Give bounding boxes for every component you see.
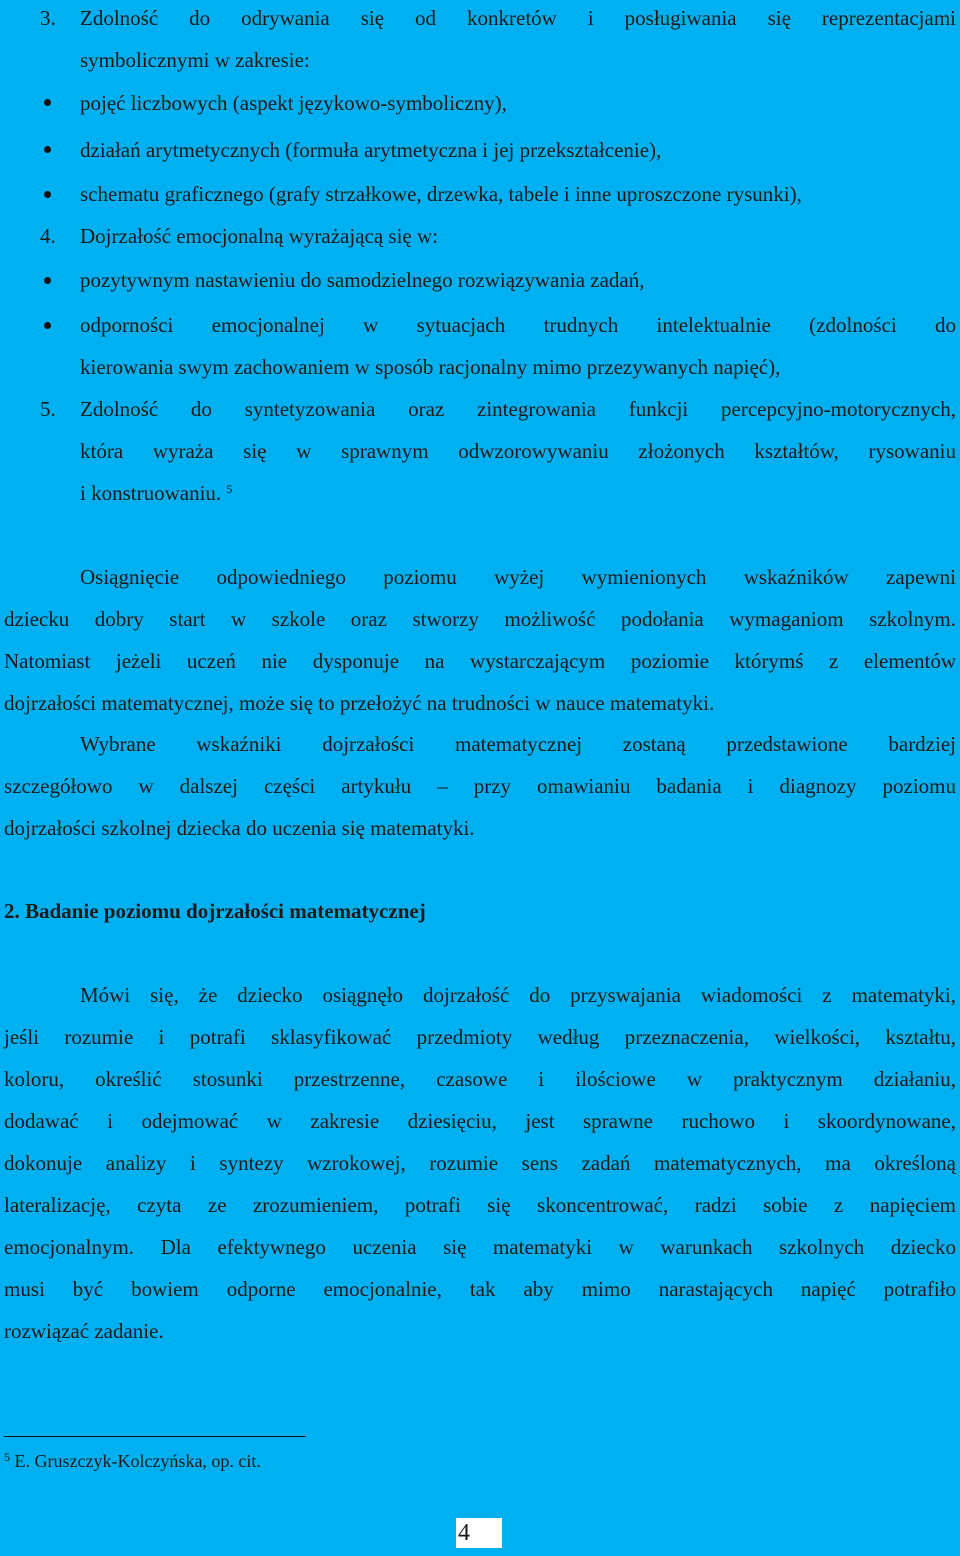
list-item: pojęć liczbowych (aspekt językowo-symboliczny), <box>80 91 507 115</box>
footnote-reference[interactable]: 5 <box>226 482 233 496</box>
bullet-icon <box>44 146 51 153</box>
paragraph-line: musi być bowiem odporne emocjonalnie, tak aby mimo narastających napięć potrafiło <box>4 1277 956 1301</box>
paragraph-line: Wybrane wskaźniki dojrzałości matematycznej zostaną przedstawione bardziej <box>80 732 956 756</box>
item5-line1: Zdolność do syntetyzowania oraz zintegrowania funkcji percepcyjno-motorycznych, <box>80 397 956 421</box>
paragraph-line: dodawać i odejmować w zakresie dziesięciu, jest sprawne ruchowo i skoordynowane, <box>4 1109 956 1133</box>
paragraph-line: emocjonalnym. Dla efektywnego uczenia się matematyki w warunkach szkolnych dziecko <box>4 1235 956 1259</box>
bullet-icon <box>44 277 51 284</box>
footnote <box>4 1446 261 1476</box>
paragraph-line: rozwiązać zadanie. <box>4 1319 164 1343</box>
item4-line1: Dojrzałość emocjonalną wyrażającą się w: <box>80 224 438 248</box>
bullet-icon <box>44 191 51 198</box>
paragraph-line: dojrzałości szkolnej dziecka do uczenia się matematyki. <box>4 816 475 840</box>
paragraph-line: Mówi się, że dziecko osiągnęło dojrzałość do przyswajania wiadomości z matematyki, <box>80 983 956 1007</box>
list-item: pozytywnym nastawieniu do samodzielnego rozwiązywania zadań, <box>80 268 645 292</box>
page-number: 4 <box>456 1518 502 1548</box>
item3-line1: Zdolność do odrywania się od konkretów i posługiwania się reprezentacjami <box>80 6 956 30</box>
footnote-separator <box>4 1436 306 1437</box>
footnote-text: E. Gruszczyk-Kolczyńska, op. cit. <box>14 1451 261 1471</box>
paragraph-line: Osiągnięcie odpowiedniego poziomu wyżej wymienionych wskaźników zapewni <box>80 565 956 589</box>
paragraph-line: dojrzałości matematycznej, może się to przełożyć na trudności w nauce matematyki. <box>4 691 715 715</box>
paragraph-line: Natomiast jeżeli uczeń nie dysponuje na wystarczającym poziomie którymś z elementów <box>4 649 956 673</box>
list-item: działań arytmetycznych (formuła arytmetyczna i jej przekształcenie), <box>80 138 662 162</box>
list-item: schematu graficznego (grafy strzałkowe, drzewka, tabele i inne uproszczone rysunki), <box>80 182 802 206</box>
item5-line2: która wyraża się w sprawnym odwzorowywaniu złożonych kształtów, rysowaniu <box>80 439 956 463</box>
list-item: odporności emocjonalnej w sytuacjach trudnych intelektualnie (zdolności do <box>80 313 956 337</box>
list-item-continuation: kierowania swym zachowaniem w sposób racjonalny mimo przezywanych napięć), <box>80 355 781 379</box>
bullet-icon <box>44 322 51 329</box>
paragraph-line: dokonuje analizy i syntezy wzrokowej, rozumie sens zadań matematycznych, ma określoną <box>4 1151 956 1175</box>
list-number: 4. <box>40 224 56 248</box>
paragraph-line: jeśli rozumie i potrafi sklasyfikować przedmioty według przeznaczenia, wielkości, kształtu, <box>4 1025 956 1049</box>
footnote-mark: 5 <box>4 1450 10 1464</box>
paragraph-line: dziecku dobry start w szkole oraz stworzy możliwość podołania wymaganiom szkolnym. <box>4 607 956 631</box>
list-number: 5. <box>40 397 56 421</box>
section-heading: 2. Badanie poziomu dojrzałości matematycznej <box>4 899 426 923</box>
paragraph-line: koloru, określić stosunki przestrzenne, czasowe i ilościowe w praktycznym działaniu, <box>4 1067 956 1091</box>
bullet-icon <box>44 99 51 106</box>
paragraph-line: szczegółowo w dalszej części artykułu – przy omawianiu badania i diagnozy poziomu <box>4 774 956 798</box>
item3-line2: symbolicznymi w zakresie: <box>80 48 310 72</box>
paragraph-line: lateralizację, czyta ze zrozumieniem, potrafi się skoncentrować, radzi sobie z napięciem <box>4 1193 956 1217</box>
list-number: 3. <box>40 6 56 30</box>
item5-line3: i konstruowaniu. $^5$ <box>80 481 233 505</box>
